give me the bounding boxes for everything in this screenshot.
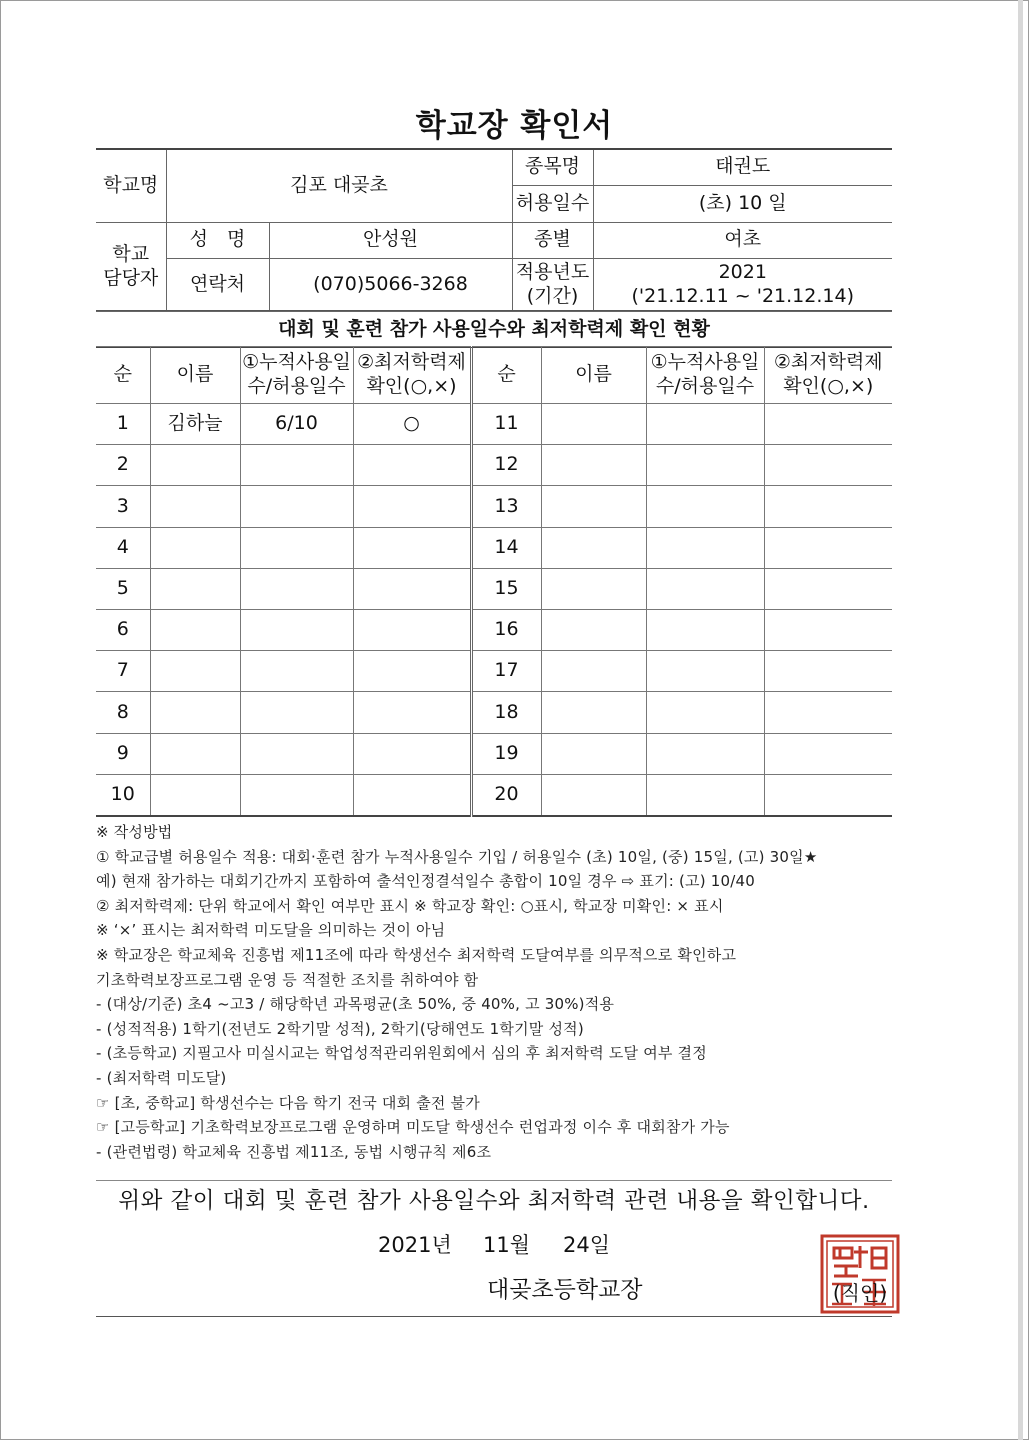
row-name (150, 445, 240, 486)
year-label-line1: 적용년도 (515, 260, 590, 283)
row-name (150, 609, 240, 650)
header-academic-line1: ②최저학력제 (357, 351, 466, 374)
row-check-right (764, 445, 892, 486)
staff-label-line1: 학교 (112, 242, 150, 265)
row-name-right (541, 486, 646, 527)
row-check-right (764, 651, 892, 692)
row-check (353, 733, 471, 774)
header-days-right-line1: ①누적사용일 (650, 351, 760, 374)
table-row (96, 733, 892, 774)
row-check (353, 486, 471, 527)
row-days (240, 609, 353, 650)
guide-line: - (관련법령) 학교체육 진흥법 제11조, 동법 시행규칙 제6조 (96, 1142, 492, 1161)
row-no: 9 (96, 733, 150, 774)
row-check-right (764, 486, 892, 527)
row-no-right: 12 (471, 445, 541, 486)
row-name (150, 774, 240, 816)
staff-name-value: 안성원 (269, 222, 512, 258)
row-no: 6 (96, 609, 150, 650)
row-no-right: 15 (471, 568, 541, 609)
guide-line: - (최저학력 미도달) (96, 1068, 227, 1087)
row-no-right: 13 (471, 486, 541, 527)
guide-line: ※ 학교장은 학교체육 진흥법 제11조에 따라 학생선수 최저학력 도달여부를 의무적으로 확인하고 (96, 945, 737, 964)
category-value: 여초 (593, 222, 892, 258)
header-no: 순 (96, 347, 150, 404)
row-days-right (646, 774, 764, 816)
category-label: 종별 (512, 222, 593, 258)
guide-line: ☞ [고등학교] 기초학력보장프로그램 운영하며 미도달 학생선수 런업과정 이수 후 대회참가 가능 (96, 1118, 730, 1137)
header-days-line1: ①누적사용일 (242, 351, 351, 374)
row-name (150, 733, 240, 774)
year-label-line2: (기간) (526, 284, 579, 307)
row-name (150, 651, 240, 692)
row-no-right: 17 (471, 651, 541, 692)
row-name-right (541, 527, 646, 568)
header-name: 이름 (150, 347, 240, 404)
row-no: 10 (96, 774, 150, 816)
row-days (240, 486, 353, 527)
table-row (96, 651, 892, 692)
row-days-right (646, 733, 764, 774)
guide-line: - (성적적용) 1학기(전년도 2학기말 성적), 2학기(당해연도 1학기말 성적) (96, 1019, 584, 1038)
header-academic-right (764, 347, 892, 404)
participant-table (96, 346, 892, 817)
staff-name-label: 성 명 (166, 222, 269, 258)
table-row (96, 692, 892, 733)
row-no-right: 20 (471, 774, 541, 816)
row-name-right (541, 774, 646, 816)
document-title: 학교장 확인서 (415, 108, 614, 144)
bottom-divider (96, 1316, 892, 1317)
year-period-cell (593, 258, 892, 311)
contact-value: (070)5066-3268 (269, 258, 512, 311)
guide-line: - (대상/기준) 초4 ~고3 / 해당학년 과목평균(초 50%, 중 40%, 고 30%)적용 (96, 995, 615, 1014)
row-no-right: 14 (471, 527, 541, 568)
guide-heading: ※ 작성방법 (96, 823, 173, 841)
row-name (150, 568, 240, 609)
row-days (240, 651, 353, 692)
row-no: 2 (96, 445, 150, 486)
year-value: 2021 (718, 260, 767, 283)
staff-label-line2: 담당자 (103, 266, 159, 289)
row-name-right (541, 445, 646, 486)
header-academic (353, 347, 471, 404)
confirmation-statement: 위와 같이 대회 및 훈련 참가 사용일수와 최저학력 관련 내용을 확인합니다. (118, 1188, 870, 1214)
row-no: 4 (96, 527, 150, 568)
row-days-right (646, 692, 764, 733)
row-name-right (541, 568, 646, 609)
row-days-right (646, 568, 764, 609)
header-days-right-line2: 수/허용일수 (655, 375, 755, 397)
allowed-days-label: 허용일수 (512, 185, 593, 222)
row-days-right (646, 651, 764, 692)
guide-line: ① 학교급별 허용일수 적용: 대회·훈련 참가 누적사용일수 기입 / 허용일수 (초) 10일, (중) 15일, (고) 30일★ (96, 847, 818, 866)
row-days (240, 692, 353, 733)
row-days-right (646, 445, 764, 486)
row-check-right (764, 774, 892, 816)
row-no: 7 (96, 651, 150, 692)
period-value: ('21.12.11 ~ '21.12.14) (631, 284, 854, 307)
header-no-right: 순 (471, 347, 541, 404)
row-name: 김하늘 (150, 404, 240, 445)
date-day: 24일 (563, 1233, 611, 1257)
row-name-right (541, 733, 646, 774)
table-row (96, 404, 892, 445)
guide-line: 기초학력보장프로그램 운영 등 적절한 조치를 취하여야 함 (96, 970, 479, 989)
row-check (353, 692, 471, 733)
row-check-right (764, 568, 892, 609)
header-name-right: 이름 (541, 347, 646, 404)
row-name (150, 527, 240, 568)
row-days (240, 527, 353, 568)
guide-line: ② 최저학력제: 단위 학교에서 확인 여부만 표시 ※ 학교장 확인: ○표시, 학교장 미확인: × 표시 (96, 896, 724, 915)
row-days (240, 733, 353, 774)
info-table (96, 148, 892, 312)
page-edge-shadow (1018, 0, 1023, 1440)
section-title: 대회 및 훈련 참가 사용일수와 최저학력제 확인 현황 (96, 310, 892, 348)
guide-line: ※ ‘×’ 표시는 최저학력 미도달을 의미하는 것이 아님 (96, 921, 446, 940)
principal-name: 대곶초등학교장 (487, 1277, 643, 1303)
row-check (353, 445, 471, 486)
row-no: 5 (96, 568, 150, 609)
date-year: 2021년 (378, 1233, 452, 1257)
row-no: 8 (96, 692, 150, 733)
guide-line: - (초등학교) 지필고사 미실시교는 학업성적관리위원회에서 심의 후 최저학력 도달 여부 결정 (96, 1044, 707, 1063)
table-row (96, 527, 892, 568)
header-days-right (646, 347, 764, 404)
sport-value: 태권도 (593, 149, 892, 185)
header-academic-line2: 확인(○,×) (366, 375, 457, 397)
year-label (512, 258, 593, 311)
row-check-right (764, 692, 892, 733)
row-days: 6/10 (240, 404, 353, 445)
row-name-right (541, 651, 646, 692)
row-check-right (764, 404, 892, 445)
row-name (150, 486, 240, 527)
row-days-right (646, 609, 764, 650)
writing-guide (96, 820, 896, 1164)
row-name-right (541, 404, 646, 445)
row-no: 1 (96, 404, 150, 445)
table-row (96, 568, 892, 609)
row-check (353, 609, 471, 650)
seal-mark-text: (직인) (832, 1281, 888, 1305)
header-days-line2: 수/허용일수 (247, 375, 346, 397)
row-check-right (764, 733, 892, 774)
row-days-right (646, 404, 764, 445)
row-no-right: 19 (471, 733, 541, 774)
row-no: 3 (96, 486, 150, 527)
sport-label: 종목명 (512, 149, 593, 185)
row-days-right (646, 486, 764, 527)
header-days (240, 347, 353, 404)
school-name-value: 김포 대곶초 (166, 149, 512, 222)
row-check (353, 568, 471, 609)
row-days-right (646, 527, 764, 568)
row-no-right: 11 (471, 404, 541, 445)
row-check (353, 527, 471, 568)
row-check (353, 774, 471, 816)
row-check-right (764, 609, 892, 650)
row-name (150, 692, 240, 733)
table-header-row (96, 347, 892, 404)
table-row (96, 609, 892, 650)
table-row (96, 486, 892, 527)
table-row (96, 774, 892, 816)
row-check (353, 651, 471, 692)
staff-label (96, 222, 166, 311)
row-check: ○ (353, 404, 471, 445)
date-month: 11월 (483, 1233, 531, 1257)
confirmation-divider (96, 1180, 892, 1181)
row-no-right: 18 (471, 692, 541, 733)
row-days (240, 774, 353, 816)
guide-line: 예) 현재 참가하는 대회기간까지 포함하여 출석인정결석일수 총합이 10일 경우 ⇨ 표기: (고) 10/40 (96, 872, 755, 891)
row-days (240, 445, 353, 486)
row-name-right (541, 609, 646, 650)
row-no-right: 16 (471, 609, 541, 650)
row-name-right (541, 692, 646, 733)
row-check-right (764, 527, 892, 568)
school-name-label: 학교명 (96, 149, 166, 222)
contact-label: 연락처 (166, 258, 269, 311)
guide-line: ☞ [초, 중학교] 학생선수는 다음 학기 전국 대회 출전 불가 (96, 1093, 480, 1112)
allowed-days-value: (초) 10 일 (593, 185, 892, 222)
table-row (96, 445, 892, 486)
header-academic-right-line1: ②최저학력제 (773, 351, 883, 374)
header-academic-right-line2: 확인(○,×) (783, 375, 874, 397)
row-days (240, 568, 353, 609)
